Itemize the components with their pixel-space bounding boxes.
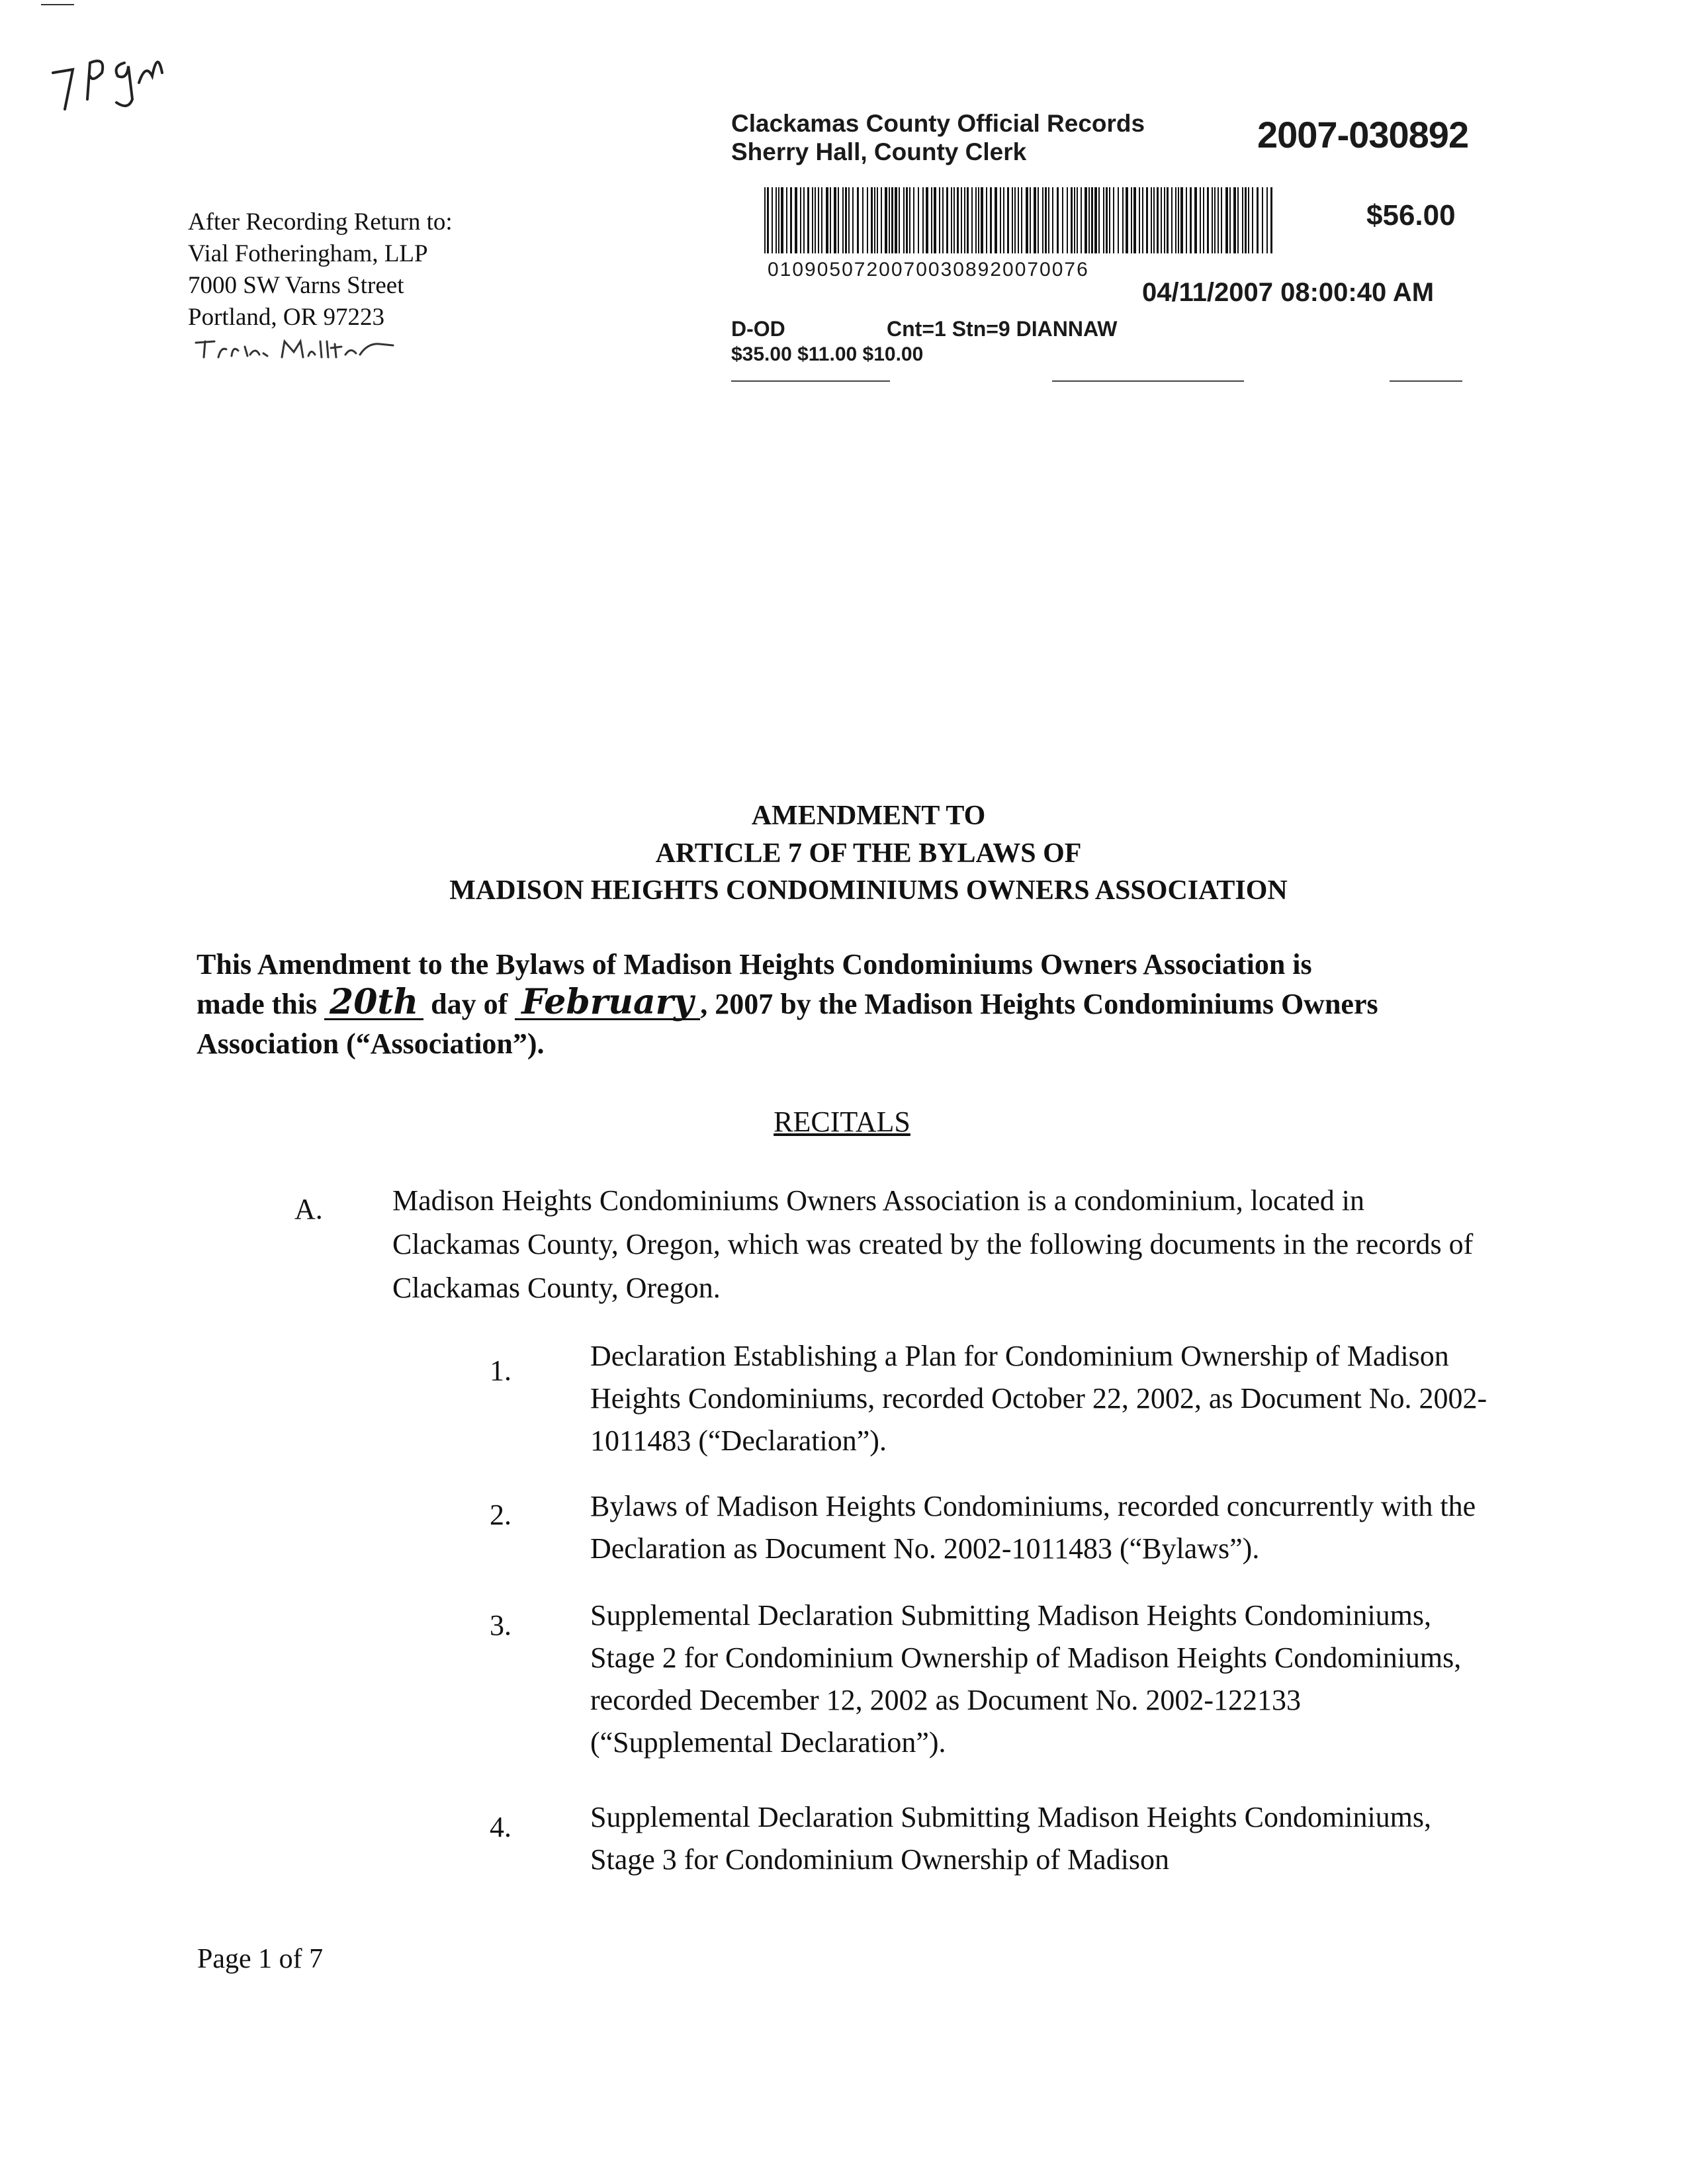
barcode-bar	[961, 187, 962, 253]
barcode-bar	[776, 187, 777, 253]
barcode-bar	[812, 187, 813, 253]
handwritten-name-scribble	[195, 337, 413, 364]
barcode-bar	[918, 187, 919, 253]
barcode-bar	[1122, 187, 1124, 253]
barcode-bar	[953, 187, 955, 253]
barcode-bar	[1218, 187, 1219, 253]
barcode-bar	[848, 187, 850, 253]
barcode-bar	[1118, 187, 1119, 253]
barcode-bar	[899, 187, 900, 253]
barcode-bar	[1194, 187, 1197, 253]
barcode-bar	[995, 187, 997, 253]
barcode-bar	[942, 187, 944, 253]
stamp-clerk: Sherry Hall, County Clerk	[731, 138, 1027, 165]
barcode-bar	[1190, 187, 1192, 253]
barcode-bar	[967, 187, 969, 253]
barcode-bar	[852, 187, 854, 253]
barcode-bar	[926, 187, 928, 253]
preamble-rest: , 2007 by the Madison Heights Condominiums Owners	[700, 988, 1378, 1020]
barcode-bar	[1071, 187, 1073, 253]
stamp-rule-2	[1052, 380, 1244, 382]
barcode-bar	[1042, 187, 1043, 253]
barcode-bar	[834, 187, 836, 253]
barcode-bar	[971, 187, 973, 253]
item-4-number: 4.	[490, 1811, 511, 1843]
barcode-bar	[1094, 187, 1097, 253]
barcode-bar	[913, 187, 914, 253]
recital-a-letter: A.	[294, 1193, 323, 1225]
barcode-bar	[815, 187, 816, 253]
barcode-bar	[881, 187, 882, 253]
handwritten-day: 20th	[324, 986, 423, 1020]
barcode-bar	[795, 187, 797, 253]
barcode-bar	[978, 187, 979, 253]
item-1-text: Declaration Establishing a Plan for Condominium Ownership of Madison Heights Condominiums, recorded October 22, 2002, as Document No. 2002-1011483 (“Declaration”).	[590, 1340, 1487, 1457]
barcode-bar	[1034, 187, 1036, 253]
return-address-block	[188, 206, 453, 333]
barcode-bar	[951, 187, 952, 253]
barcode-bar	[1045, 187, 1047, 253]
barcode-bar	[906, 187, 908, 253]
barcode-bar	[1026, 187, 1028, 253]
barcode	[764, 187, 1274, 253]
barcode-bar	[1106, 187, 1108, 253]
barcode-bar	[1067, 187, 1068, 253]
stamp-rule-3	[1390, 380, 1462, 382]
barcode-bar	[1030, 187, 1031, 253]
barcode-bar	[895, 187, 897, 253]
barcode-bar	[990, 187, 992, 253]
barcode-bar	[877, 187, 878, 253]
barcode-bar	[818, 187, 819, 253]
barcode-bar	[1229, 187, 1231, 253]
barcode-bar	[790, 187, 792, 253]
item-2-text: Bylaws of Madison Heights Condominiums, recorded concurrently with the Declaration as Document No. 2002-1011483 (“Bylaws”).	[590, 1490, 1476, 1565]
barcode-bar	[1077, 187, 1078, 253]
barcode-bar	[1167, 187, 1169, 253]
barcode-bar	[874, 187, 875, 253]
barcode-bar	[807, 187, 809, 253]
preamble-line-1: This Amendment to the Bylaws of Madison Heights Condominiums Owners Association is	[197, 948, 1312, 981]
barcode-bar	[1151, 187, 1152, 253]
barcode-bar	[857, 187, 859, 253]
barcode-bar	[903, 187, 905, 253]
barcode-bar	[1171, 187, 1173, 253]
handwritten-month: February	[515, 986, 700, 1020]
barcode-bar	[800, 187, 801, 253]
barcode-bar	[934, 187, 936, 253]
recital-a-text: Madison Heights Condominiums Owners Association is a condominium, located in Clackamas County, Oregon, which was created by the following documents in the records of Clackamas County, Oregon.	[392, 1184, 1474, 1304]
barcode-bar	[1091, 187, 1093, 253]
barcode-bar	[922, 187, 924, 253]
barcode-bar	[1200, 187, 1201, 253]
barcode-bar	[786, 187, 787, 253]
barcode-bar	[986, 187, 987, 253]
return-line-1: Vial Fotheringham, LLP	[188, 240, 428, 267]
barcode-bar	[1113, 187, 1114, 253]
barcode-bar	[1014, 187, 1016, 253]
barcode-bar	[845, 187, 847, 253]
barcode-bar	[1018, 187, 1019, 253]
barcode-bar	[1221, 187, 1222, 253]
item-2-number: 2.	[490, 1499, 511, 1531]
barcode-bar	[767, 187, 769, 253]
barcode-bar	[826, 187, 828, 253]
document-number: 2007-030892	[1257, 114, 1469, 155]
barcode-bar	[1081, 187, 1082, 253]
barcode-bar	[1270, 187, 1272, 253]
preamble-made-this: made this	[197, 988, 318, 1020]
barcode-bar	[867, 187, 868, 253]
barcode-bar	[1237, 187, 1239, 253]
return-heading: After Recording Return to:	[188, 208, 453, 236]
handwritten-page-count	[46, 36, 179, 116]
barcode-bar	[1131, 187, 1132, 253]
preamble-line-3: Association (“Association”).	[197, 1027, 545, 1060]
barcode-bar	[981, 187, 983, 253]
barcode-bar	[1157, 187, 1159, 253]
return-line-3: Portland, OR 97223	[188, 304, 385, 331]
barcode-bar	[1225, 187, 1228, 253]
barcode-bar	[1139, 187, 1140, 253]
barcode-bar	[1074, 187, 1075, 253]
barcode-bar	[1133, 187, 1136, 253]
barcode-bar	[830, 187, 831, 253]
barcode-bar	[1021, 187, 1022, 253]
barcode-bar	[1242, 187, 1243, 253]
barcode-bar	[1048, 187, 1049, 253]
barcode-bar	[1252, 187, 1253, 253]
barcode-bar	[772, 187, 773, 253]
document-type: D-OD	[731, 317, 785, 341]
fee-breakdown: $35.00 $11.00 $10.00	[731, 343, 924, 365]
recitals-heading: RECITALS	[774, 1106, 910, 1138]
barcode-bar	[1207, 187, 1209, 253]
barcode-bar	[1098, 187, 1100, 253]
barcode-bar	[1178, 187, 1179, 253]
barcode-bar	[1186, 187, 1187, 253]
barcode-bar	[1062, 187, 1063, 253]
barcode-bar	[931, 187, 932, 253]
recording-fee: $56.00	[1366, 199, 1456, 232]
barcode-bar	[891, 187, 893, 253]
barcode-bar	[957, 187, 959, 253]
barcode-bar	[1146, 187, 1148, 253]
item-4-text: Supplemental Declaration Submitting Madison Heights Condominiums, Stage 3 for Condominium Ownership of Madison	[590, 1801, 1432, 1876]
barcode-bar	[1012, 187, 1013, 253]
page-number: Page 1 of 7	[197, 1944, 324, 1974]
barcode-bar	[1164, 187, 1165, 253]
barcode-bar	[838, 187, 839, 253]
barcode-bar	[946, 187, 948, 253]
barcode-bar	[909, 187, 910, 253]
barcode-bar	[1233, 187, 1236, 253]
station-counts: Cnt=1 Stn=9 DIANNAW	[887, 317, 1118, 341]
barcode-bar	[1214, 187, 1216, 253]
barcode-bar	[1109, 187, 1110, 253]
barcode-bar	[1003, 187, 1004, 253]
barcode-bar	[964, 187, 965, 253]
item-3-text: Supplemental Declaration Submitting Madison Heights Condominiums, Stage 2 for Condominium Ownership of Madison Heights Condominiums, recorded December 12, 2002 as Document No. 2002-122133 (“Supplemental Declaration”).	[590, 1599, 1462, 1759]
barcode-number: 01090507200700308920070076	[768, 259, 1089, 281]
barcode-bar	[1266, 187, 1268, 253]
return-line-2: 7000 SW Varns Street	[188, 272, 404, 299]
barcode-bar	[1203, 187, 1204, 253]
barcode-bar	[1088, 187, 1090, 253]
barcode-bar	[871, 187, 873, 253]
barcode-bar	[1057, 187, 1059, 253]
top-edge-mark	[41, 4, 74, 5]
barcode-bar	[1212, 187, 1213, 253]
barcode-bar	[1142, 187, 1143, 253]
barcode-bar	[885, 187, 887, 253]
recording-datetime: 04/11/2007 08:00:40 AM	[1142, 278, 1435, 307]
barcode-bar	[778, 187, 779, 253]
barcode-bar	[1245, 187, 1247, 253]
barcode-bar	[1257, 187, 1259, 253]
barcode-bar	[1161, 187, 1162, 253]
barcode-bar	[781, 187, 783, 253]
item-3-number: 3.	[490, 1609, 511, 1641]
barcode-bar	[1248, 187, 1249, 253]
preamble-day-of: day of	[431, 988, 508, 1020]
barcode-bar	[821, 187, 822, 253]
barcode-bar	[1180, 187, 1183, 253]
barcode-bar	[1085, 187, 1087, 253]
barcode-bar	[1000, 187, 1001, 253]
barcode-bar	[889, 187, 890, 253]
barcode-bar	[975, 187, 977, 253]
barcode-bar	[1052, 187, 1053, 253]
title-line-1: AMENDMENT TO	[751, 801, 986, 831]
barcode-bar	[764, 187, 766, 253]
barcode-bar	[1126, 187, 1128, 253]
barcode-bar	[1038, 187, 1039, 253]
title-line-2: ARTICLE 7 OF THE BYLAWS OF	[655, 838, 1082, 869]
barcode-bar	[1103, 187, 1104, 253]
stamp-rule-1	[731, 380, 890, 382]
barcode-bar	[1175, 187, 1176, 253]
barcode-bar	[939, 187, 940, 253]
barcode-bar	[1262, 187, 1263, 253]
barcode-bar	[803, 187, 805, 253]
preamble-line-2	[197, 984, 1480, 1024]
barcode-bar	[1007, 187, 1009, 253]
barcode-bar	[862, 187, 864, 253]
barcode-bar	[1153, 187, 1155, 253]
item-1-number: 1.	[490, 1354, 511, 1387]
stamp-office: Clackamas County Official Records	[731, 110, 1145, 137]
barcode-bar	[842, 187, 844, 253]
title-line-3: MADISON HEIGHTS CONDOMINIUMS OWNERS ASSOCIATION	[449, 875, 1288, 906]
